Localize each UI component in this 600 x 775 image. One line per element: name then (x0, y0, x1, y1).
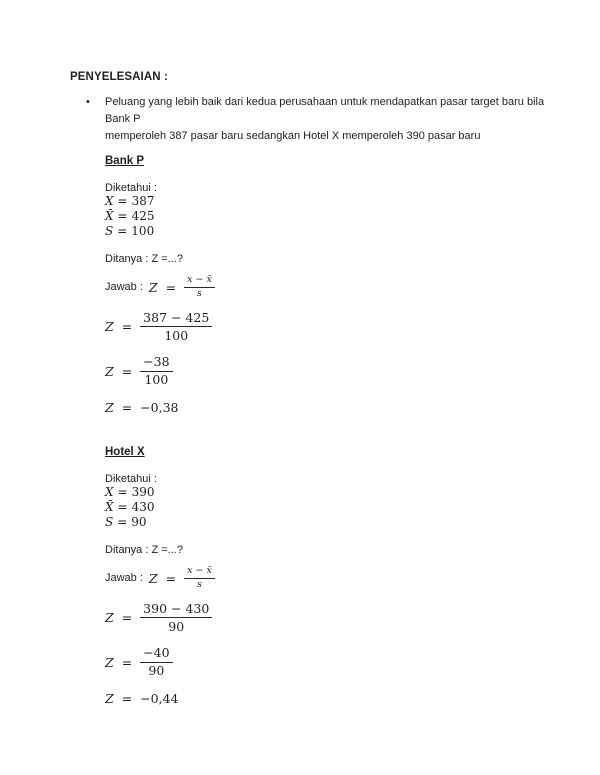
fraction-denominator: s (197, 579, 202, 591)
fraction-denominator: 100 (164, 327, 189, 343)
given-symbol-xbar: X̄ (105, 209, 114, 223)
diketahui-label: Diketahui : (105, 182, 157, 194)
result-value: −0,38 (140, 399, 179, 415)
section-title-hotel-x: Hotel X (105, 445, 145, 458)
formula-fraction (184, 275, 215, 300)
fraction-numerator: x − x̄ (184, 566, 215, 579)
step-fraction (140, 602, 212, 634)
fraction-numerator: 390 − 430 (140, 602, 212, 618)
formula-lhs: Z (148, 279, 158, 295)
ditanya-line: Ditanya : Z =...? (105, 253, 183, 265)
equals-sign: = (121, 610, 133, 625)
fraction-numerator: x − x̄ (184, 275, 215, 288)
given-line-x (105, 194, 600, 209)
given-symbol-s: S (105, 224, 114, 238)
fraction-denominator: s (197, 288, 202, 300)
fraction-numerator: −40 (140, 646, 172, 662)
equals-sign: = (121, 319, 133, 335)
equals-sign: = (117, 224, 128, 238)
given-line-xbar (105, 209, 600, 224)
section-title-bank-p: Bank P (105, 155, 144, 167)
fraction-numerator: 387 − 425 (140, 311, 212, 327)
section-hotel-x (105, 446, 600, 706)
result-lhs: Z (105, 690, 114, 706)
given-value-xbar: 425 (131, 209, 155, 223)
calc-result (105, 691, 600, 706)
given-line-x (105, 485, 600, 500)
bullet-marker: • (86, 96, 90, 108)
equals-sign: = (117, 514, 128, 529)
equals-sign: = (165, 570, 177, 586)
formula-fraction (184, 566, 215, 591)
given-value-x: 390 (131, 484, 155, 499)
calc-step-2 (105, 355, 600, 387)
document-body (105, 155, 600, 706)
heading-penyelesaian: PENYELESAIAN : (70, 71, 168, 83)
fraction-denominator: 100 (144, 372, 169, 388)
given-symbol-x: X (105, 484, 114, 499)
ditanya-line: Ditanya : Z =...? (105, 543, 183, 556)
step-fraction (140, 646, 172, 678)
bullet-text (105, 94, 555, 145)
equals-sign: = (117, 484, 128, 499)
step-lhs: Z (105, 363, 114, 379)
fraction-numerator: −38 (140, 355, 172, 371)
given-line-s (105, 515, 600, 530)
calc-step-1 (105, 311, 600, 343)
equals-sign: = (121, 654, 133, 670)
given-symbol-xbar: X̄ (105, 499, 114, 514)
diketahui-label: Diketahui : (105, 472, 157, 485)
jawab-label: Jawab : (105, 572, 143, 585)
given-symbol-x: X (105, 194, 114, 208)
step-lhs: Z (105, 654, 114, 670)
equals-sign: = (165, 279, 177, 295)
fraction-denominator: 90 (148, 663, 165, 678)
step-fraction (140, 355, 172, 387)
given-line-xbar (105, 500, 600, 515)
bullet-text-line-1: Peluang yang lebih baik dari kedua perusahaan untuk mendapatkan pasar target baru bila Bank P (105, 96, 545, 125)
bullet-text-line-2: memperoleh 387 pasar baru sedangkan Hotel X memperoleh 390 pasar baru (105, 130, 481, 142)
step-lhs: Z (105, 319, 114, 335)
given-value-s: 90 (131, 514, 147, 529)
equals-sign: = (121, 690, 133, 706)
jawab-label: Jawab : (105, 281, 143, 294)
result-value: −0,44 (140, 690, 179, 706)
given-value-s: 100 (131, 224, 155, 238)
section-bank-p (105, 155, 600, 415)
equals-sign: = (117, 499, 128, 514)
result-lhs: Z (105, 399, 114, 415)
formula-lhs: Z (148, 570, 158, 586)
given-line-s (105, 224, 600, 239)
equals-sign: = (117, 194, 128, 208)
equals-sign: = (121, 363, 133, 379)
jawab-formula-row (105, 566, 600, 591)
given-value-x: 387 (131, 194, 155, 208)
step-fraction (140, 311, 212, 343)
given-value-xbar: 430 (131, 499, 155, 514)
step-lhs: Z (105, 610, 114, 625)
calc-step-2 (105, 646, 600, 678)
calc-result (105, 400, 600, 415)
fraction-denominator: 90 (168, 618, 185, 634)
given-symbol-s: S (105, 514, 114, 529)
jawab-formula-row (105, 275, 600, 300)
equals-sign: = (121, 399, 133, 415)
calc-step-1 (105, 602, 600, 634)
equals-sign: = (117, 209, 128, 223)
bullet-item (86, 94, 600, 145)
